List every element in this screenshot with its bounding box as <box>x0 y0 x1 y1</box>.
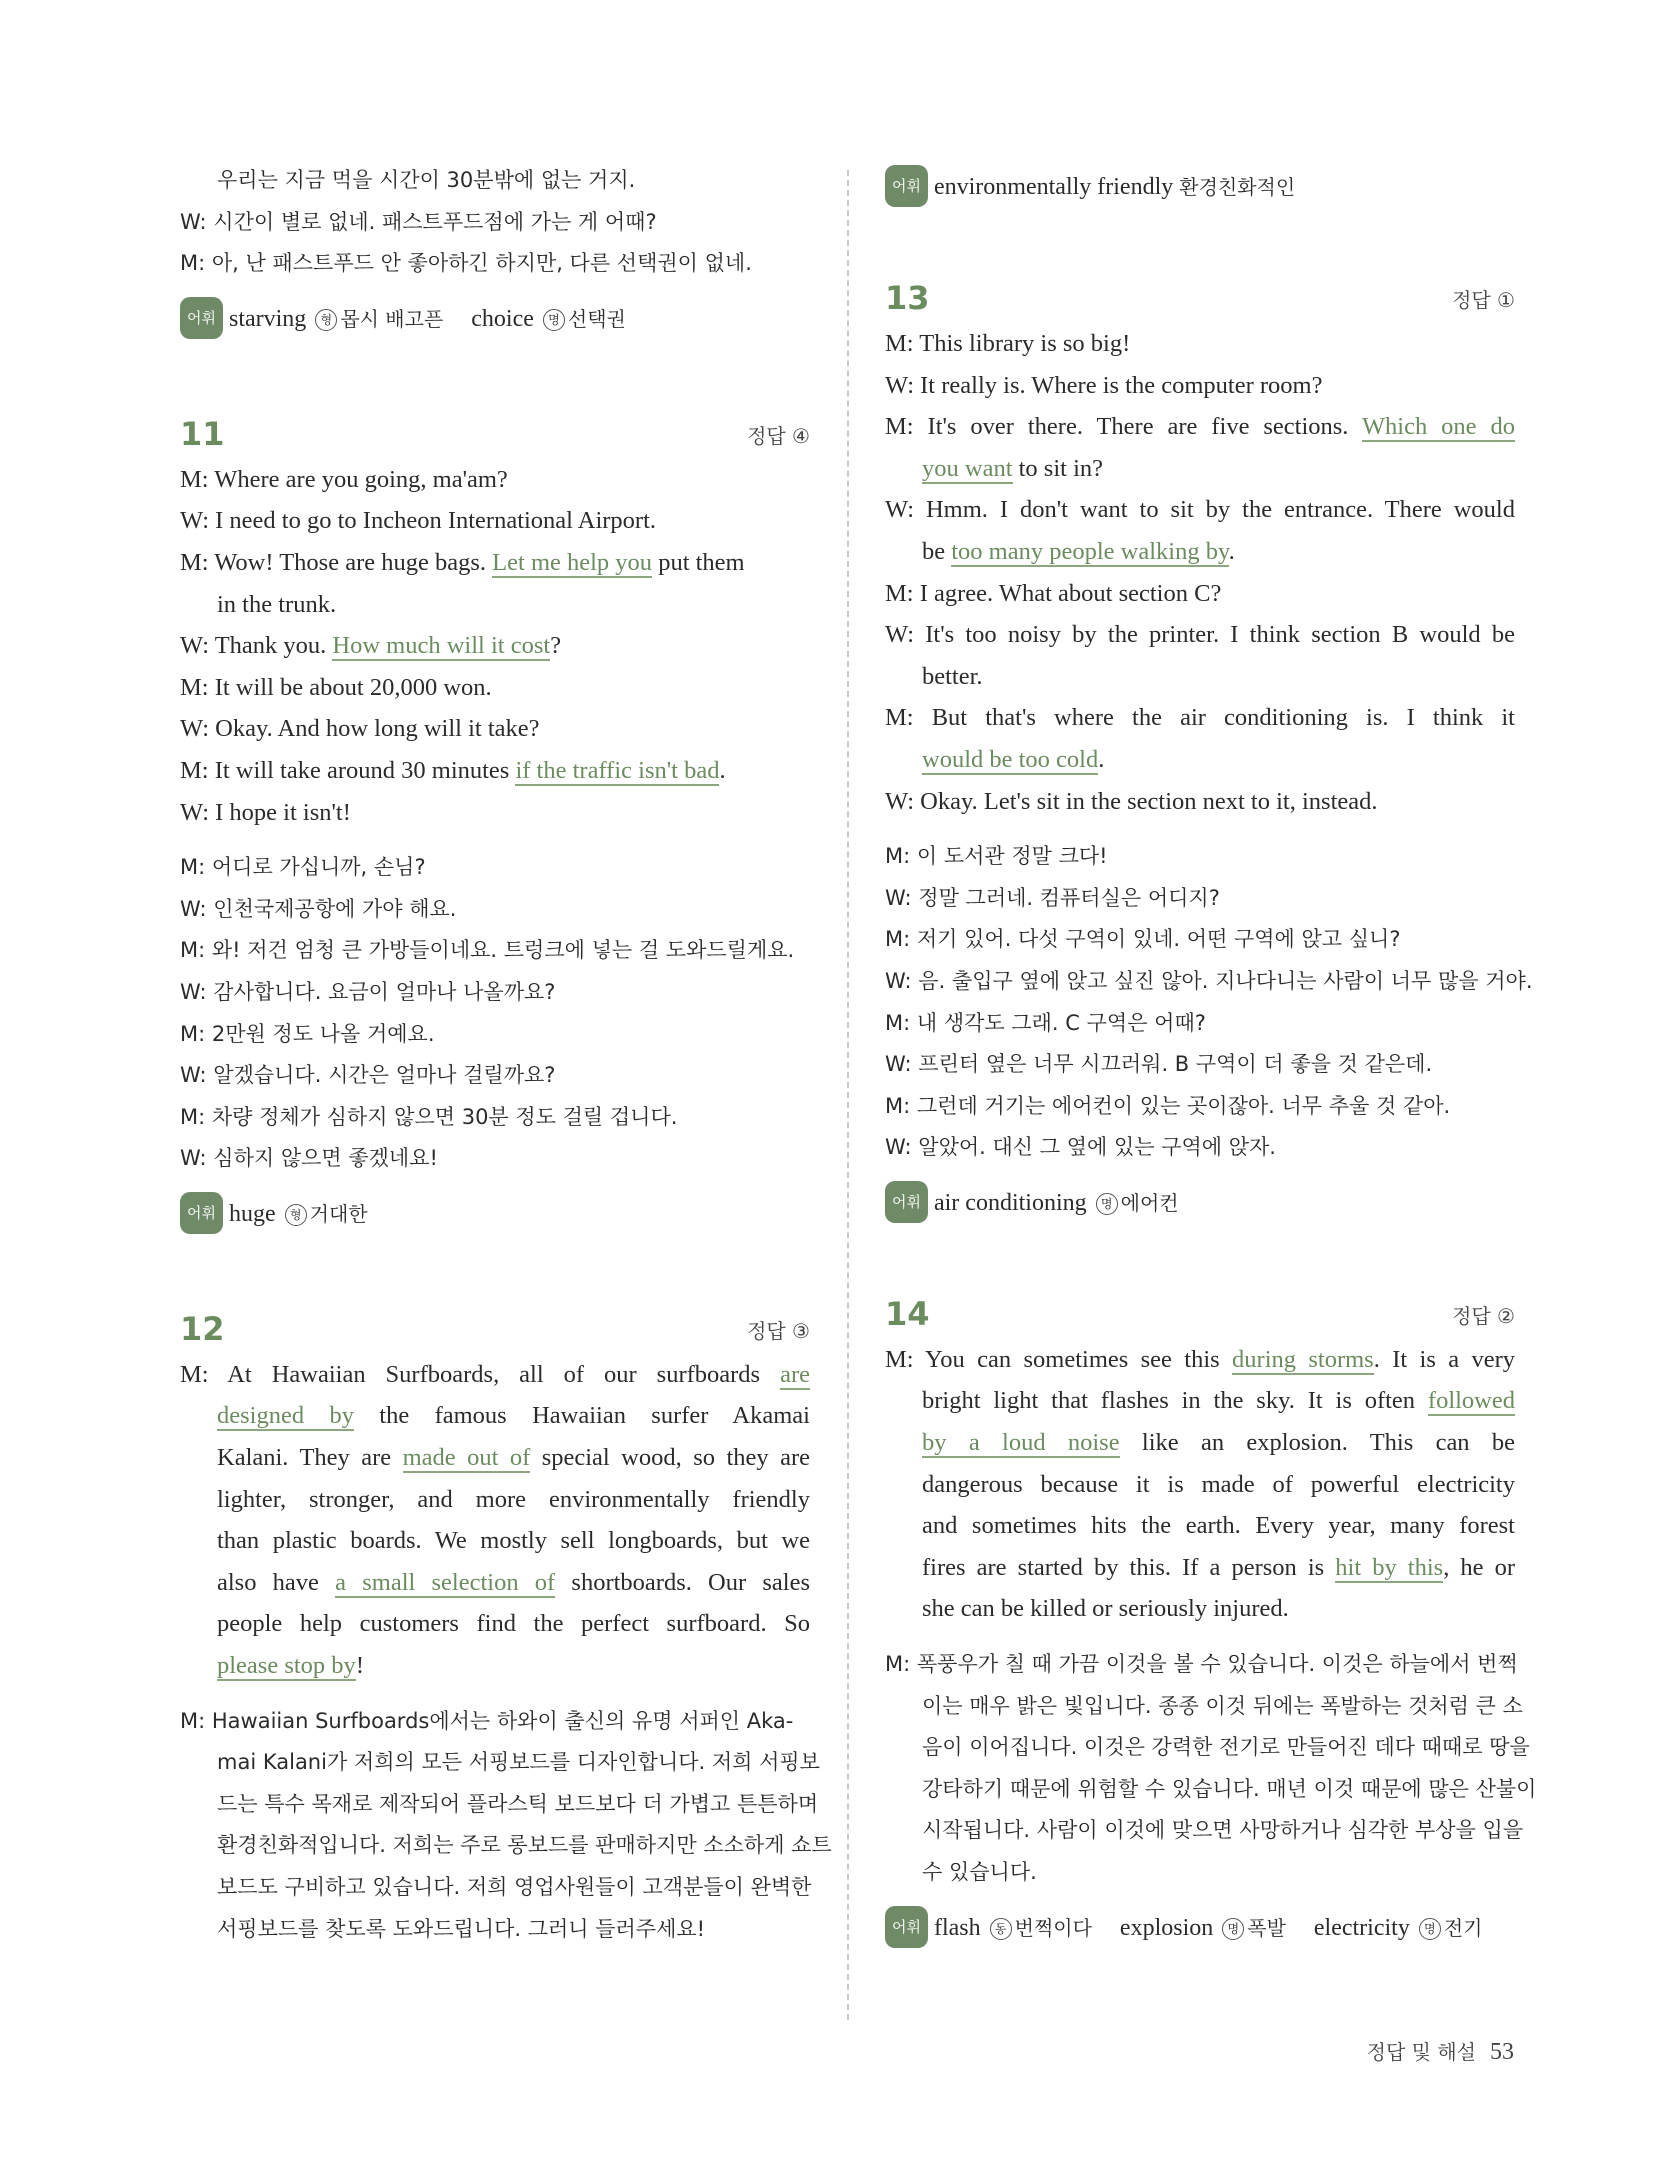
script-line: and sometimes hits the earth. Every year, many forest <box>922 1512 1515 1540</box>
pos-badge: 형 <box>285 1204 307 1226</box>
script-line: W: I hope it isn't! <box>180 798 351 826</box>
ko-line: 서핑보드를 찾도록 도와드립니다. 그러니 들러주세요! <box>217 1916 706 1941</box>
vocab-meaning: 환경친화적인 <box>1179 175 1296 199</box>
script-line: W: Thank you. How much will it cost? <box>180 632 562 660</box>
question-12 <box>180 1294 832 1950</box>
vocab-meaning: 번쩍이다 <box>1014 1915 1092 1940</box>
blank-answer: made out of <box>402 1444 531 1472</box>
script-line: W: It's too noisy by the printer. I think section B would be <box>885 621 1515 649</box>
question-number: 14 <box>885 1294 930 1333</box>
answer-label: 정답 ② <box>1452 1303 1515 1328</box>
ko-line: 이는 매우 밝은 빛입니다. 종종 이것 뒤에는 폭발하는 것처럼 큰 소 <box>922 1693 1523 1718</box>
answer-label: 정답 ④ <box>747 423 810 448</box>
script-line: M: It will take around 30 minutes if the traffic isn't bad. <box>180 756 726 784</box>
question-number: 12 <box>180 1309 225 1348</box>
script-line: better. <box>922 662 983 690</box>
answer-label: 정답 ① <box>1452 288 1515 312</box>
ko-line: M: 차량 정체가 심하지 않으면 30분 정도 걸릴 겁니다. <box>180 1104 678 1129</box>
ko-line: W: 정말 그러네. 컴퓨터실은 어디지? <box>885 885 1220 910</box>
script-line: people help customers find the perfect surfboard. So <box>217 1610 810 1638</box>
vocab-meaning: 선택권 <box>567 306 626 331</box>
continued-translation <box>180 160 810 339</box>
script-line: in the trunk. <box>217 590 337 618</box>
blank-answer: Let me help you <box>492 548 653 576</box>
blank-answer: Which one do <box>1361 413 1515 441</box>
ko-line: W: 프린터 옆은 너무 시끄러워. B 구역이 더 좋을 것 같은데. <box>885 1052 1433 1077</box>
vocab-meaning: 전기 <box>1443 1915 1483 1940</box>
vocab-word: huge <box>228 1200 276 1227</box>
ko-line: M: 내 생각도 그래. C 구역은 어때? <box>885 1010 1206 1035</box>
vocab-tag: 어휘 <box>885 1906 928 1948</box>
script-line: also have a small selection of shortboards. Our sales <box>217 1568 810 1596</box>
translation <box>180 847 810 1180</box>
blank-answer: too many people walking by <box>951 537 1229 565</box>
vocab-meaning: 에어컨 <box>1120 1190 1179 1215</box>
question-14 <box>885 1279 1537 1948</box>
vocab-word: flash <box>933 1914 981 1941</box>
script-line: bright light that flashes in the sky. It is often followed <box>922 1387 1515 1415</box>
vocab-tag: 어휘 <box>180 1192 223 1234</box>
blank-answer: by a loud noise <box>922 1429 1120 1457</box>
ko-line: W: 음. 출입구 옆에 앉고 싶진 않아. 지나다니는 사람이 너무 많을 거야. <box>885 968 1533 993</box>
script-line: be too many people walking by. <box>922 537 1235 565</box>
blank-answer: followed <box>1427 1387 1515 1415</box>
ko-line: 수 있습니다. <box>922 1860 1037 1884</box>
vocab-row <box>885 165 1515 207</box>
vocab-word: environmentally friendly <box>933 174 1174 200</box>
script-line: you want to sit in? <box>922 454 1104 482</box>
script-line: designed by the famous Hawaiian surfer Akamai <box>217 1402 810 1430</box>
script-line: W: Hmm. I don't want to sit by the entrance. There would <box>885 496 1515 524</box>
blank-answer: How much will it cost <box>332 632 551 660</box>
ko-line: W: 감사합니다. 요금이 얼마나 나올까요? <box>180 979 556 1004</box>
vocab-word: explosion <box>1119 1914 1214 1941</box>
ko-line: W: 알았어. 대신 그 옆에 있는 구역에 앉자. <box>885 1135 1276 1160</box>
ko-line: mai Kalani가 저희의 모든 서핑보드를 디자인합니다. 저희 서핑보 <box>217 1750 820 1775</box>
question-header <box>885 1279 1515 1339</box>
script-line: lighter, stronger, and more environmentally friendly <box>217 1485 810 1513</box>
script-line: M: At Hawaiian Surfboards, all of our surfboards are <box>180 1360 810 1388</box>
vocab-row <box>180 1192 810 1234</box>
pos-badge: 형 <box>315 309 337 331</box>
footer-label: 정답 및 해설 <box>1366 2040 1476 2064</box>
question-header <box>180 1294 810 1354</box>
page-number: 53 <box>1490 2039 1514 2065</box>
ko-line: M: 저기 있어. 다섯 구역이 있네. 어떤 구역에 앉고 싶니? <box>885 927 1401 952</box>
vocab-tag: 어휘 <box>885 1181 928 1223</box>
question-header <box>180 399 810 459</box>
script-line: Kalani. They are made out of special wood, so they are <box>217 1444 810 1472</box>
column-divider <box>847 170 849 2020</box>
vocab-word: starving <box>228 305 307 332</box>
script-line: than plastic boards. We mostly sell longboards, but we <box>217 1527 810 1555</box>
vocab-tag: 어휘 <box>885 165 928 207</box>
script-line: please stop by! <box>217 1652 364 1680</box>
ko-line: M: 아, 난 패스트푸드 안 좋아하긴 하지만, 다른 선택권이 없네. <box>180 251 752 276</box>
ko-line: 드는 특수 목재로 제작되어 플라스틱 보드보다 더 가볍고 튼튼하며 <box>217 1791 819 1816</box>
script-line: dangerous because it is made of powerful electricity <box>922 1470 1515 1498</box>
question-header <box>885 263 1515 323</box>
script-line: W: I need to go to Incheon International Airport. <box>180 507 657 535</box>
blank-answer: designed by <box>217 1402 354 1430</box>
script-line: M: But that's where the air conditioning is. I think it <box>885 704 1515 732</box>
ko-line: W: 시간이 별로 없네. 패스트푸드점에 가는 게 어때? <box>180 209 657 234</box>
answer-label: 정답 ③ <box>747 1318 810 1343</box>
ko-line: M: 와! 저건 엄청 큰 가방들이네요. 트렁크에 넣는 걸 도와드릴게요. <box>180 938 795 963</box>
vocab-word: air conditioning <box>933 1189 1087 1216</box>
question-13 <box>885 263 1533 1223</box>
vocab-tag: 어휘 <box>180 297 223 339</box>
script-line: she can be killed or seriously injured. <box>922 1595 1289 1623</box>
vocab-meaning: 몹시 배고픈 <box>340 306 444 331</box>
question-number: 13 <box>885 279 930 317</box>
script-line: M: Where are you going, ma'am? <box>180 465 508 493</box>
blank-answer: a small selection of <box>335 1568 556 1596</box>
ko-line: M: Hawaiian Surfboards에서는 하와이 출신의 유명 서퍼인 Aka- <box>180 1708 794 1733</box>
translation <box>885 836 1533 1169</box>
script-line: W: Okay. Let's sit in the section next to it, instead. <box>885 787 1378 815</box>
blank-answer: please stop by <box>217 1652 356 1680</box>
script-line: W: Okay. And how long will it take? <box>180 715 540 743</box>
blank-answer: during storms <box>1232 1345 1374 1373</box>
ko-line: 강타하기 때문에 위험할 수 있습니다. 매년 이것 때문에 많은 산불이 <box>922 1776 1537 1801</box>
ko-line: M: 어디로 가십니까, 손님? <box>180 855 426 880</box>
left-column <box>180 160 832 1950</box>
question-11 <box>180 399 810 1234</box>
script-line: M: I agree. What about section C? <box>885 579 1222 607</box>
ko-line: 우리는 지금 먹을 시간이 30분밖에 없는 거지. <box>217 168 636 192</box>
script-line: M: It's over there. There are five sections. Which one do <box>885 413 1515 441</box>
ko-line: 보드도 구비하고 있습니다. 저희 영업사원들이 고객분들이 완벽한 <box>217 1875 812 1899</box>
script-line: M: Wow! Those are huge bags. Let me help you put them <box>180 548 745 576</box>
pos-badge: 명 <box>1419 1918 1441 1940</box>
page-footer <box>1367 2036 1514 2066</box>
translation <box>885 1644 1537 1894</box>
ko-line: M: 그런데 거기는 에어컨이 있는 곳이잖아. 너무 추울 것 같아. <box>885 1093 1451 1118</box>
script-line: M: This library is so big! <box>885 330 1131 357</box>
script-line: would be too cold. <box>922 745 1105 773</box>
pos-badge: 동 <box>990 1918 1012 1940</box>
translation <box>180 1701 832 1951</box>
vocab-row <box>885 1181 1515 1223</box>
right-column <box>885 165 1537 1948</box>
ko-line: M: 폭풍우가 칠 때 가끔 이것을 볼 수 있습니다. 이것은 하늘에서 번쩍 <box>885 1652 1518 1677</box>
ko-line: M: 2만원 정도 나올 거예요. <box>180 1021 435 1046</box>
script-line: M: You can sometimes see this during storms. It is a very <box>885 1345 1515 1373</box>
blank-answer: if the traffic isn't bad <box>515 756 720 784</box>
vocab-meaning: 거대한 <box>309 1201 368 1226</box>
blank-answer: you want <box>922 454 1013 482</box>
script-line: M: It will be about 20,000 won. <box>180 673 492 701</box>
pos-badge: 명 <box>1222 1918 1244 1940</box>
vocab-row <box>885 1906 1515 1948</box>
ko-line: W: 알겠습니다. 시간은 얼마나 걸릴까요? <box>180 1063 556 1088</box>
vocab-word: choice <box>471 305 534 332</box>
ko-line: 환경친화적입니다. 저희는 주로 롱보드를 판매하지만 소소하게 쇼트 <box>217 1833 832 1858</box>
blank-answer: are <box>780 1360 810 1388</box>
pos-badge: 명 <box>543 309 565 331</box>
script-line: fires are started by this. If a person is hit by this, he or <box>922 1553 1515 1581</box>
ko-line: 시작됩니다. 사람이 이것에 맞으면 사망하거나 심각한 부상을 입을 <box>922 1818 1524 1843</box>
vocab-word: electricity <box>1313 1914 1410 1941</box>
question-number: 11 <box>180 414 225 453</box>
blank-answer: would be too cold <box>922 745 1099 773</box>
ko-line: W: 인천국제공항에 가야 해요. <box>180 896 457 921</box>
ko-line: 음이 이어집니다. 이것은 강력한 전기로 만들어진 데다 때때로 땅을 <box>922 1735 1530 1760</box>
script-line: by a loud noise like an explosion. This can be <box>922 1429 1516 1457</box>
ko-line: M: 이 도서관 정말 크다! <box>885 844 1108 869</box>
blank-answer: hit by this <box>1335 1553 1444 1581</box>
ko-line: W: 심하지 않으면 좋겠네요! <box>180 1146 438 1171</box>
script-line: W: It really is. Where is the computer room? <box>885 371 1323 399</box>
pos-badge: 명 <box>1096 1193 1118 1215</box>
vocab-row <box>180 297 810 339</box>
vocab-meaning: 폭발 <box>1247 1915 1286 1940</box>
